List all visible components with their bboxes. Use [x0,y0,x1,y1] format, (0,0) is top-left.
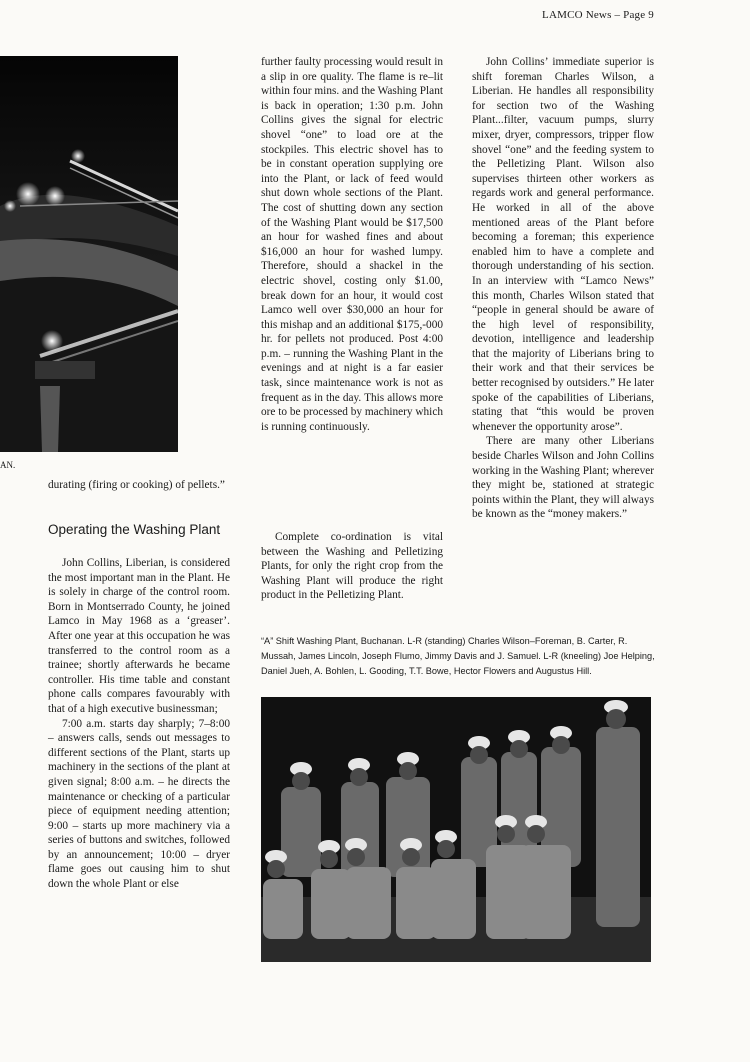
workers-group-photo [261,697,651,962]
column-1-continuation [48,478,230,493]
column-2-second [261,530,443,603]
paragraph: 7:00 a.m. starts day sharply; 7–8:00 – answers calls, sends out messages to different sections of the Plant, starts up machinery in the sections of the plant at given signal; 8:00 a.m. – he directs the maintenance or checking of a particular piece of equipment needing attention; 9:00 – starts up more machinery via a series of buttons and switches, followed by an announcement; 10:00 – dryer flame goes out causing him to shut down the whole Plant or else [48,717,230,891]
column-3 [472,55,654,522]
continuation-text: durating (firing or cooking) of pellets.” [48,479,225,491]
photo-caption-fragment: AN. [0,460,16,470]
paragraph: further faulty processing would result in a slip in ore quality. The flame is re–lit within four mins. and the Washing Plant is back in operation; 1:30 p.m. John Collins gives the signal for electric shovel “one” to load ore at the stockpiles. This electric shovel has to be in constant operation supplying ore into the Plant, or lack of feed would shut down whole sections of the Plant. The cost of shutting down any section of the Washing Plant would be $17,500 an hour for washed fines and about $16,000 an hour for washed lumpy. Therefore, should a shackel in the electric shovel, costing only $1.00, break down for an hour, it would cost Lamco well over $30,000 an hour for this mishap and an additional $175,-000 hr. for pellets not produced. Post 4:00 p.m. – running the Washing Plant in the evenings and at night is a far easier task, since maintenance work is not as frequent as in the day. This allows more ore to be processed by machinery which is running continuously. [261,56,443,433]
photo-caption: “A” Shift Washing Plant, Buchanan. L-R (standing) Charles Wilson–Foreman, B. Carter, R. Mussah, James Lincoln, Joseph Flumo, Jimmy Davis and J. Samuel. L-R (kneeling) Joe Helping, Daniel Jueh, A. Bohlen, L. Gooding, T.T. Bowe, Hector Flowers and Augustus Hill. [261,636,655,676]
column-2 [261,55,443,434]
column-1-body [48,556,230,892]
section-subhead: Operating the Washing Plant [48,522,221,537]
page-header: LAMCO News – Page 9 [542,9,654,21]
paragraph: Complete co-ordination is vital between the Washing and Pelletizing Plants, for only the right crop from the Washing Plant will produce the right product in the Pelletizing Plant. [261,531,443,602]
paragraph: John Collins’ immediate superior is shift foreman Charles Wilson, a Liberian. He handles all responsibility for section two of the Washing Plant...filter, vacuum pumps, slurry mixer, dryer, compressors, tripper flow shovel “one” and the feeding system to the Pelletizing Plant. Wilson also supervises thirteen other workers as regards work and general performance. He worked in all of the above mentioned areas of the Plant before becoming a foreman; this experience enabled him to have a complete and thorough understanding of his section. In an interview with “Lamco News” this month, Charles Wilson stated that “people in general should be aware of the high level of responsibility, devotion, intelligence and leadership that the majority of Liberians bring to their work and that their services be better recognised by outsiders.” He later spoke of the capabilities of Liberians, stating that “this would be proven whenever the opportunity arose”. [472,56,654,433]
paragraph: John Collins, Liberian, is considered the most important man in the Plant. He is solely in charge of the control room. Born in Montserrado County, he joined Lamco in May 1968 as a ‘greaser’. After one year at this occupation he was transferred to the control room as a trainee; shortly afterwards he became controller. His time table and constant phone calls compares favourably with that of a high executive businessman; [48,557,230,715]
paragraph: There are many other Liberians beside Charles Wilson and John Collins working in the Washing Plant; wherever they might be, stationed at strategic points within the Plant, they will always be known as the “money makers.” [472,435,654,521]
plant-night-photo [0,56,178,452]
